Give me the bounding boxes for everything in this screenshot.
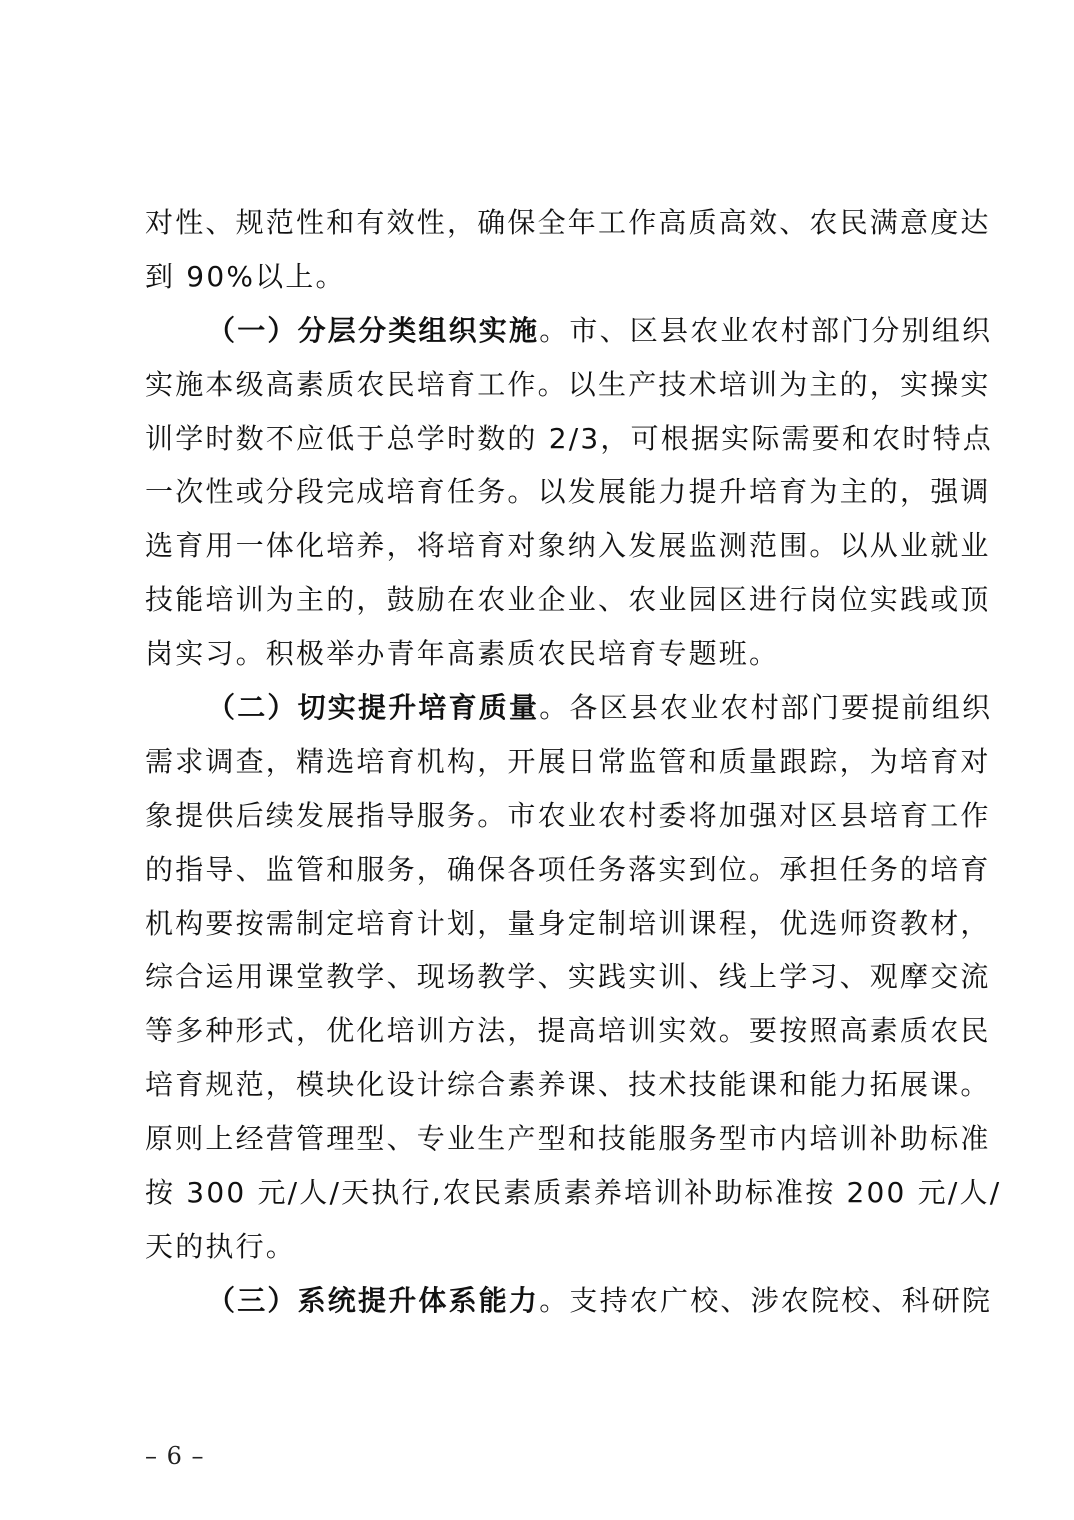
section-2-line: 天的执行。 [145,1229,297,1263]
section-2-first-line-text: 。各区县农业农村部门要提前组织 [539,691,993,725]
section-1-first-line [145,304,993,358]
section-2-line: 按 300 元/人/天执行,农民素质素养培训补助标准按 200 元/人/ [145,1176,1002,1210]
section-2-line: 的指导、监管和服务，确保各项任务落实到位。承担任务的培育 [145,852,991,886]
section-1-line: 训学时数不应低于总学时数的 2/3，可根据实际需要和农时特点 [145,421,993,455]
section-2-line: 原则上经营管理型、专业生产型和技能服务型市内培训补助标准 [145,1122,991,1156]
section-3-first-line-text: 。支持农广校、涉农院校、科研院 [539,1283,993,1317]
section-1-first-line-text: 。市、区县农业农村部门分别组织 [539,313,993,347]
section-2-line: 需求调查，精选培育机构，开展日常监管和质量跟踪，为培育对 [145,744,991,778]
section-2-heading: （二）切实提升培育质量 [207,691,540,725]
page-number: – 6 – [145,1442,205,1470]
section-2-line: 综合运用课堂教学、现场教学、实践实训、线上学习、观摩交流 [145,960,991,994]
section-2-line: 象提供后续发展指导服务。市农业农村委将加强对区县培育工作 [145,798,991,832]
section-1-line: 技能培训为主的，鼓励在农业企业、农业园区进行岗位实践或顶 [145,583,991,617]
section-1-line: 岗实习。积极举办青年高素质农民培育专题班。 [145,637,780,671]
continuation-line-1: 对性、规范性和有效性，确保全年工作高质高效、农民满意度达 [145,206,991,239]
section-2-first-line [145,681,993,735]
section-2-line: 培育规范，模块化设计综合素养课、技术技能课和能力拓展课。 [145,1068,991,1102]
section-3-first-line [145,1274,993,1328]
section-1-line: 选育用一体化培养，将培育对象纳入发展监测范围。以从业就业 [145,529,991,563]
section-1-heading: （一）分层分类组织实施 [207,313,540,347]
section-2-line: 机构要按需制定培育计划，量身定制培训课程，优选师资教材， [145,906,991,940]
document-body [145,196,1002,1328]
section-3-heading: （三）系统提升体系能力 [207,1283,540,1317]
section-2-line: 等多种形式，优化培训方法，提高培训实效。要按照高素质农民 [145,1014,991,1048]
section-1-line: 一次性或分段完成培育任务。以发展能力提升培育为主的，强调 [145,475,991,509]
continuation-line-2: 到 90%以上。 [145,259,346,293]
section-1-line: 实施本级高素质农民培育工作。以生产技术培训为主的，实操实 [145,367,991,401]
